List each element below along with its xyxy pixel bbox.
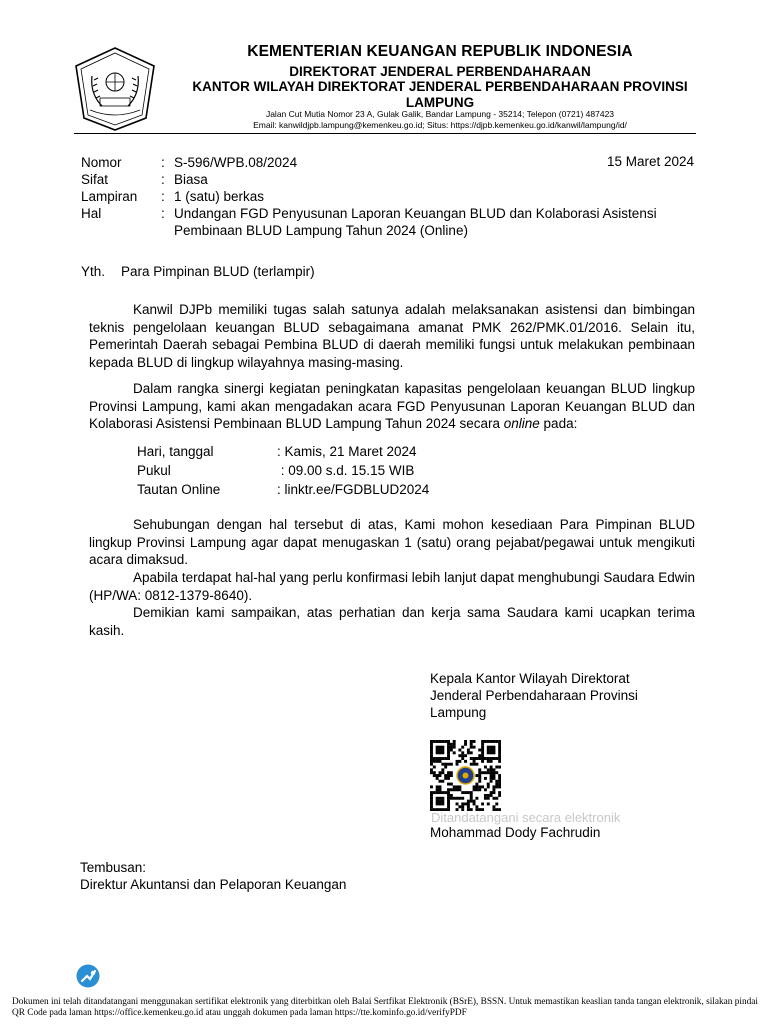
meta-row-hal	[81, 205, 697, 239]
paragraph-text: Kanwil DJPb memiliki tugas salah satunya adalah melaksanakan asistensi dan bimbingan teknis pengelolaan keuangan BLUD sebagaimana amanat PMK 262/PMK.01/2016. Selain itu, Pemerintah Daerah sebagai Pembina BLUD di daerah memiliki fungsi untuk melakukan pembinaan kepada BLUD di lingkup wilayahnya masing-masing.	[89, 302, 695, 370]
signed-electronically-note: Ditandatangani secara elektronik	[431, 810, 621, 825]
addressee-value: Para Pimpinan BLUD (terlampir)	[121, 264, 315, 279]
office-address	[160, 109, 720, 130]
signatory-name: Mohammad Dody Fachrudin	[430, 825, 601, 840]
office-title-line2: LAMPUNG	[405, 94, 475, 110]
tautan-label: Tautan Online	[137, 482, 221, 497]
event-details	[137, 442, 429, 499]
signature-title-line: Kepala Kantor Wilayah Direktorat	[430, 671, 630, 686]
lampiran-value: 1 (satu) berkas	[174, 189, 265, 204]
tembusan-item: Direktur Akuntansi dan Pelaporan Keuangan	[80, 877, 347, 892]
hal-value: Undangan FGD Penyusunan Laporan Keuangan BLUD dan Kolaborasi Asistensi Pembinaan BLUD Lampung Tahun 2024 (Online)	[174, 206, 657, 238]
colon: :	[161, 206, 165, 221]
kemenkeu-emblem-icon	[72, 46, 158, 132]
tembusan-label: Tembusan:	[80, 860, 147, 875]
ministry-title: KEMENTERIAN KEUANGAN REPUBLIK INDONESIA	[247, 43, 633, 60]
tembusan	[80, 859, 346, 893]
office-title	[160, 79, 720, 110]
meta-row-lampiran	[81, 188, 697, 205]
contact-line: Email: kanwildjpb.lampung@kemenkeu.go.id; Situs: https://djpb.kemenkeu.go.id/kanwil/lampung/id/	[253, 119, 627, 130]
hari-value: : Kamis, 21 Maret 2024	[277, 444, 417, 459]
letter-date: 15 Maret 2024	[606, 154, 694, 169]
qr-code-icon[interactable]	[430, 740, 501, 811]
paragraph-emphasis: online	[503, 416, 540, 431]
address-line: Jalan Cut Mutia Nomor 23 A, Gulak Galik, Bandar Lampung - 35214; Telepon (0721) 487423	[265, 109, 615, 119]
hari-label: Hari, tanggal	[137, 444, 214, 459]
sifat-label: Sifat	[81, 172, 109, 187]
body-paragraph-4	[89, 569, 695, 604]
header-divider	[74, 133, 696, 134]
nomor-value: S-596/WPB.08/2024	[174, 155, 298, 170]
colon: :	[161, 189, 165, 204]
sifat-value: Biasa	[174, 172, 208, 187]
paragraph-text: Apabila terdapat hal-hal yang perlu konfirmasi lebih lanjut dapat menghubungi Saudara Edwin (HP/WA: 0812-1379-8640).	[89, 570, 695, 603]
paragraph-text: Demikian kami sampaikan, atas perhatian dan kerja sama Saudara kami ucapkan terima kasih.	[89, 605, 695, 638]
bsre-logo-icon	[76, 964, 100, 988]
body-paragraph-5	[89, 604, 695, 639]
directorate-title: DIREKTORAT JENDERAL PERBENDAHARAAN	[289, 64, 591, 79]
event-row-hari	[137, 442, 429, 461]
body-paragraph-3	[89, 516, 695, 569]
body-paragraph-2	[89, 380, 695, 433]
tautan-value: : linktr.ee/FGDBLUD2024	[277, 482, 430, 497]
paragraph-text: Dalam rangka sinergi kegiatan peningkatan kapasitas pengelolaan keuangan BLUD lingkup Provinsi Lampung, kami akan mengadakan acara FGD Penyusunan Laporan Keuangan BLUD dan Kolaborasi Asistensi Pembinaan BLUD Lampung Tahun 2024 secara	[89, 381, 695, 431]
event-row-pukul	[137, 461, 429, 480]
signature-title-line: Jenderal Perbendaharaan Provinsi	[430, 688, 638, 703]
nomor-label: Nomor	[81, 155, 122, 170]
signature-title-line: Lampung	[430, 705, 487, 720]
signature-title	[430, 670, 670, 721]
colon: :	[161, 155, 165, 170]
addressee-label: Yth.	[81, 264, 106, 279]
pukul-label: Pukul	[137, 463, 171, 478]
office-title-line1: KANTOR WILAYAH DIREKTORAT JENDERAL PERBENDAHARAAN PROVINSI	[192, 79, 688, 94]
paragraph-text: Sehubungan dengan hal tersebut di atas, Kami mohon kesediaan Para Pimpinan BLUD lingkup Provinsi Lampung agar dapat menugaskan 1 (satu) orang pejabat/pegawai untuk mengikuti acara dimaksud.	[89, 517, 695, 567]
lampiran-label: Lampiran	[81, 189, 138, 204]
paragraph-text: pada:	[539, 416, 578, 431]
e-signature-disclaimer: Dokumen ini telah ditandatangani menggunakan sertifikat elektronik yang diterbitkan oleh Balai Sertfikat Elektronik (BSrE), BSSN. Untuk memastikan keaslian tanda tangan elektronik, silakan pindai QR Code pada laman https://office.kemenkeu.go.id atau unggah dokumen pada laman https://tte.kominfo.go.id/verifyPDF	[12, 997, 758, 1018]
addressee	[81, 264, 315, 279]
event-row-tautan	[137, 480, 429, 499]
body-paragraph-1	[89, 301, 695, 371]
hal-label: Hal	[81, 206, 102, 221]
pukul-value: : 09.00 s.d. 15.15 WIB	[277, 463, 415, 478]
colon: :	[161, 172, 165, 187]
meta-row-sifat	[81, 171, 697, 188]
